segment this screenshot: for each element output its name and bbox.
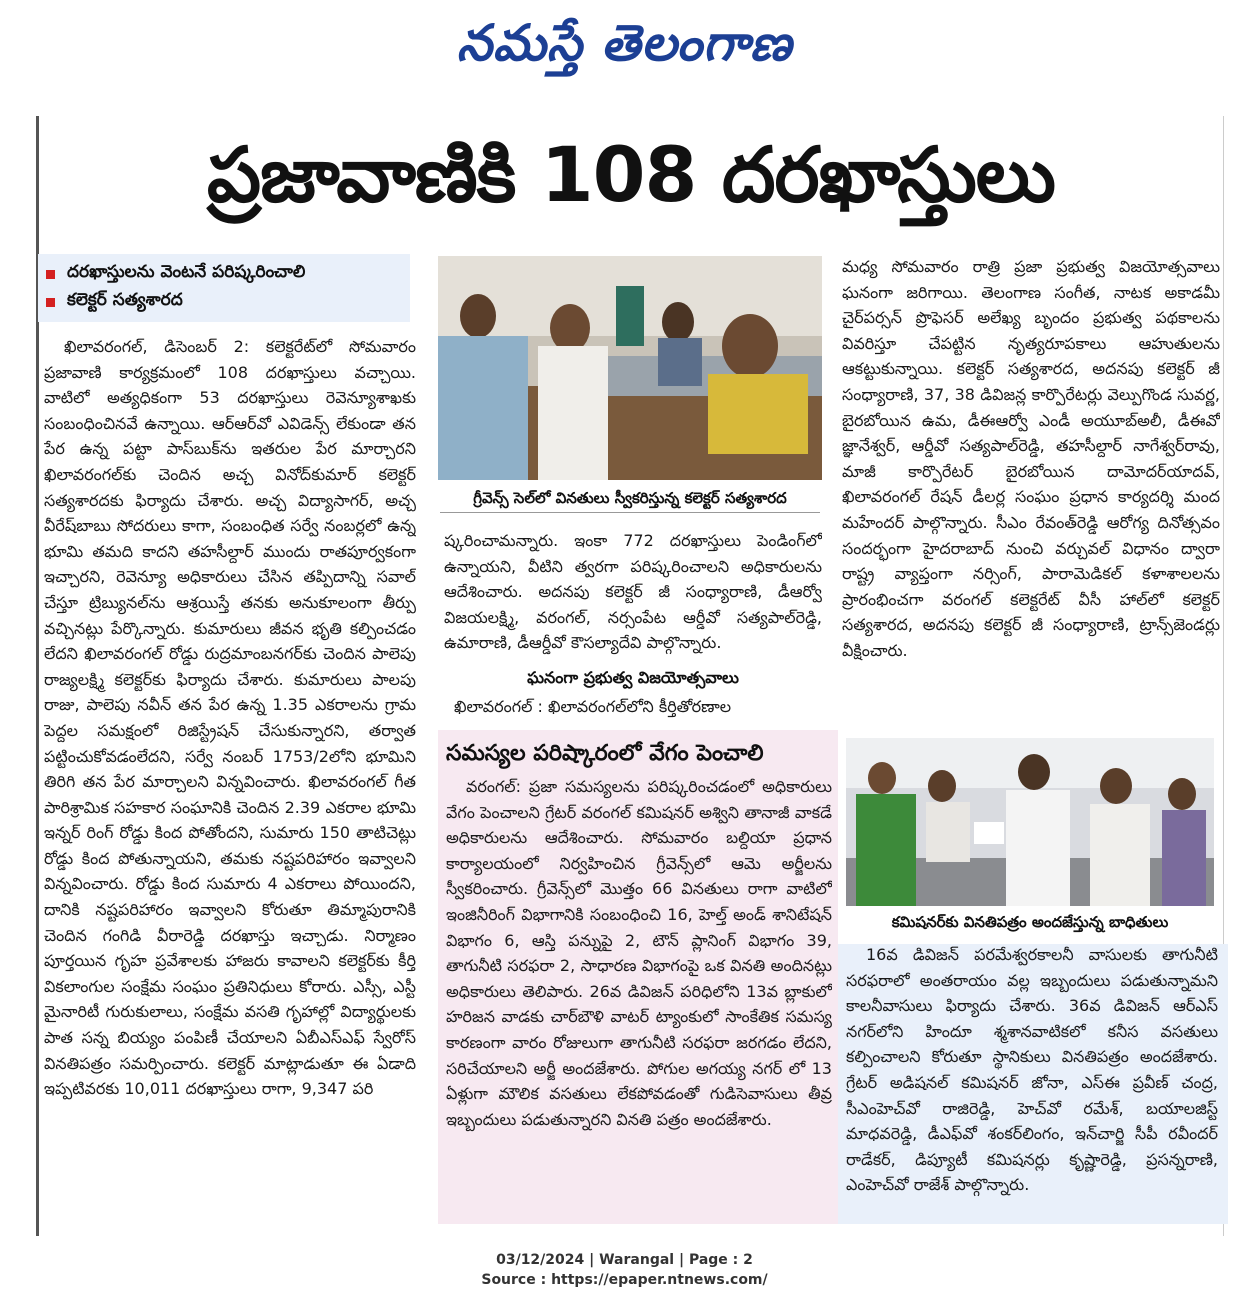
page-footer bbox=[0, 1250, 1249, 1290]
main-headline: ప్రజావాణికి 108 దరఖాస్తులు bbox=[207, 130, 1055, 219]
footer-date-edition: 03/12/2024 | Warangal | Page : 2 bbox=[496, 1252, 753, 1268]
bullet-text: కలెక్టర్ సత్యశారద bbox=[67, 290, 183, 310]
photo-grievance-image bbox=[438, 256, 822, 480]
footer-source-link[interactable]: Source : https://epaper.ntnews.com/ bbox=[481, 1272, 768, 1288]
article2-column-2 bbox=[846, 942, 1218, 1222]
article1-subheading-text: ఖిలావరంగల్ : ఖిలావరంగల్‌లోని కీర్తితోరణాల bbox=[454, 697, 732, 716]
article1-subheading: ఘనంగా ప్రభుత్వ విజయోత్సవాలు bbox=[527, 668, 739, 687]
photo-commissioner-petition bbox=[846, 738, 1214, 906]
article1-column-1 bbox=[44, 334, 416, 1230]
bullet-box bbox=[38, 254, 410, 322]
bullet-text: దరఖాస్తులను వెంటనే పరిష్కరించాలి bbox=[67, 262, 306, 282]
article1-body-end: మధ్య సోమవారం రాత్రి ప్రజా ప్రభుత్వ విజయోత్సవాలు ఘనంగా జరిగాయి. తెలంగాణ సంగీత, నాటక అకాడమీ చైర్‌పర్సన్ ప్రొఫెసర్ అలేఖ్య బృందం ప్రభుత్వ పథకాలను వివరిస్తూ చేపట్టిన నృత్యరూపకాలు ఆహుతులను ఆకట్టుకున్నాయి. కలెక్టర్ సత్యశారద, అదనపు కలెక్టర్ జీ సంధ్యారాణి, 37, 38 డివిజన్ల కార్పొరేటర్లు వెల్పుగొండ సువర్ణ, బైరబోయిన ఉమ, డీఈఆర్వో ఎండీ అయూబ్‌అలీ, డీఈవో జ్ఞానేశ్వర్, ఆర్డీవో సత్యపాల్‌రెడ్డి, తహసీల్దార్ నాగేశ్వర్‌రావు, మాజీ కార్పొరేటర్ బైరబోయిన దామోదర్‌యాదవ్, ఖిలావరంగల్ రేషన్ డీలర్ల సంఘం ప్రధాన కార్యదర్శి మంద మహేందర్ పాల్గొన్నారు. సీఎం రేవంత్‌రెడ్డి ఆరోగ్య దినోత్సవం సందర్భంగా హైదరాబాద్ నుంచి వర్చువల్ విధానం ద్వారా రాష్ట్ర వ్యాప్తంగా నర్సింగ్, పారామెడికల్ కళాశాలలను ప్రారంభించగా వరంగల్ కలెక్టరేట్ వీసీ హాల్‌లో కలెక్టర్ సత్యశారద, అదనపు కలెక్టర్ జీ సంధ్యారాణి, ట్రాన్స్‌జెండర్లు వీక్షించారు. bbox=[842, 257, 1220, 660]
photo-petition-caption: కమిషనర్‌కు వినతిపత్రం అందజేస్తున్న బాధితులు bbox=[891, 913, 1169, 931]
photo-grievance-cell bbox=[438, 256, 822, 480]
photo-petition-image bbox=[846, 738, 1214, 906]
photo-grievance-caption: గ్రీవెన్స్ సెల్‌లో వినతులు స్వీకరిస్తున్న కలెక్టర్ సత్యశారద bbox=[440, 484, 820, 513]
article2-column-1 bbox=[446, 774, 832, 1220]
article1-body: ఖిలావరంగల్, డిసెంబర్ 2: కలెక్టరేట్‌లో సోమవారం ప్రజావాణి కార్యక్రమంలో 108 దరఖాస్తులు వచ్చాయి. వాటిలో అత్యధికంగా 53 దరఖాస్తులు రెవెన్యూశాఖకు సంబంధించినవే ఉన్నాయి. ఆర్‌ఆర్‌వో ఎవిడెన్స్ లేకుండా తన పేర ఉన్న పట్టా పాస్‌బుక్‌ను ఇతరుల పేర మార్చారని ఖిలావరంగల్‌కు చెందిన అచ్చ వినోద్‌కుమార్ కలెక్టర్ సత్యశారదకు ఫిర్యాదు చేశారు. అచ్చ విద్యాసాగర్, అచ్చ వీరేష్‌బాబు సోదరులు కాగా, సంబంధిత సర్వే నంబర్లలో ఉన్న భూమి తమది కాదని తహసీల్దార్ ముందు రాతపూర్వకంగా ఇచ్చారని, రెవెన్యూ అధికారులు చేసిన తప్పిదాన్ని సవాల్ చేస్తూ ట్రిబ్యునల్‌ను ఆశ్రయిస్తే తనకు అనుకూలంగా తీర్పు వచ్చినట్లు పేర్కొన్నారు. కుమారులు జీవన భృతి కల్పించడం లేదని ఖిలావరంగల్ రోడ్డు రుద్రమాంబనగర్‌కు చెందిన పాలెపు రాజ్యలక్ష్మి కలెక్టర్‌కు ఫిర్యాదు చేశారు. కుమారులు పాలపు రాజు, పాలెపు నవీన్ తన పేర ఉన్న 1.35 ఎకరాలను గ్రామ పెద్దల సమక్షంలో రిజిస్ట్రేషన్ చేసుకున్నారని, తర్వాత పట్టించుకోవడంలేదని, సర్వే నంబర్ 1753/2లోని భూమిని తిరిగి తన పేర మార్చాలని విన్నవించారు. ఖిలావరంగల్ గీత పారిశ్రామిక సహకార సంఘానికి చెందిన 2.39 ఎకరాల భూమి ఇన్నర్ రింగ్ రోడ్డు కింద పోతోందని, సుమారు 150 తాటిచెట్లు రోడ్డు కింద పోతున్నాయని, తమకు నష్టపరిహారం ఇవ్వాలని విన్నవించారు. రోడ్డు కింద సుమారు 4 ఎకరాలు పోయిందని, దానికి నష్టపరిహారం ఇవ్వాలని కోరుతూ తిమ్మాపురానికి చెందిన గంగిడి వీరారెడ్డి దరఖాస్తు ఇచ్చాడు. నిర్మాణం పూర్తయిన గృహ ప్రవేశాలకు హాజరు కావాలని కలెక్టర్‌కు కీర్తి వికలాంగుల సంక్షేమ సంఘం ప్రతినిధులు కోరారు. ఎస్సీ, ఎస్టీ మైనారిటీ గురుకులాలు, సంక్షేమ వసతి గృహాల్లో విద్యార్థులకు పాత సన్న బియ్యం పంపిణీ చేయాలని ఏబీఎస్‌ఎఫ్ స్వేరోస్ వినతిపత్రం సమర్పించారు. కలెక్టర్ మాట్లాడుతూ ఈ ఏడాది ఇప్పటివరకు 10,011 దరఖాస్తులు రాగా, 9,347 పరి bbox=[44, 337, 416, 1099]
article1-column-3 bbox=[842, 254, 1220, 720]
article2-body-continued: 16వ డివిజన్ పరమేశ్వరకాలనీ వాసులకు తాగునీటి సరఫరాలో అంతరాయం వల్ల ఇబ్బందులు పడుతున్నామని కాలనీవాసులు ఫిర్యాదు చేశారు. 36వ డివిజన్ ఆర్‌ఎస్ నగర్‌లోని హిందూ శ్మశానవాటికలో కనీస వసతులు కల్పించాలని కోరుతూ స్థానికులు వినతిపత్రం అందజేశారు. గ్రేటర్ అడిషనల్ కమిషనర్ జోనా, ఎస్‌ఈ ప్రవీణ్ చంద్ర, సీఎంహెచ్‌వో రాజిరెడ్డి, హెచ్‌వో రమేశ్, బయాలజిస్ట్ మాధవరెడ్డి, డీఎఫ్‌వో శంకర్‌లింగం, ఇన్‌చార్జి సీపీ రవీందర్ రాడేకర్, డిప్యూటీ కమిషనర్లు కృష్ణారెడ్డి, ప్రసన్నరాణి, ఎంహెచ్‌వో రాజేశ్ పాల్గొన్నారు. bbox=[846, 945, 1218, 1195]
article1-column-2 bbox=[444, 528, 822, 662]
article1-subheading-body bbox=[444, 694, 822, 720]
bullet-item bbox=[46, 260, 402, 288]
article2-body: వరంగల్: ప్రజా సమస్యలను పరిష్కరించడంలో అధికారులు వేగం పెంచాలని గ్రేటర్ వరంగల్ కమిషనర్ అశ్విని తానాజీ వాకడే అధికారులను ఆదేశించారు. సోమవారం బల్దియా ప్రధాన కార్యాలయంలో నిర్వహించిన గ్రీవెన్స్‌లో ఆమె అర్జీలను స్వీకరించారు. గ్రీవెన్స్‌లో మొత్తం 66 వినతులు రాగా వాటిలో ఇంజినీరింగ్ విభాగానికి సంబంధించి 16, హెల్త్ అండ్ శానిటేషన్ విభాగం 6, ఆస్తి పన్నుపై 2, టౌన్ ప్లానింగ్ విభాగం 39, తాగునీటి సరఫరా 2, సాధారణ విభాగంపై ఒక వినతి అందినట్లు అధికారులు తెలిపారు. 26వ డివిజన్ పరిధిలోని 13వ బ్లాకులో హరిజన వాడకు చార్‌బౌళి వాటర్ ట్యాంకులో సాంకేతిక సమస్య కారణంగా వారం రోజులుగా తాగునీటి సరఫరా జరగడం లేదని, సరిచేయాలని అర్జీ అందజేశారు. పోగుల అగయ్య నగర్ లో 13 ఏళ్లుగా మౌలిక వసతులు లేకపోవడంతో గుడిసెవాసులు తీవ్ర ఇబ్బందులు పడుతున్నారని వినతి పత్రం అందజేశారు. bbox=[446, 777, 832, 1129]
bullet-square-icon bbox=[46, 298, 55, 307]
bullet-item bbox=[46, 288, 402, 316]
bullet-square-icon bbox=[46, 270, 55, 279]
article2-headline: సమస్యల పరిష్కారంలో వేగం పెంచాలి bbox=[446, 741, 764, 766]
masthead-logo: నమస్తే తెలంగాణ bbox=[456, 14, 793, 72]
article1-body-continued: ష్కరించామన్నారు. ఇంకా 772 దరఖాస్తులు పెండింగ్‌లో ఉన్నాయని, వీటిని త్వరగా పరిష్కరించాలని అధికారులను ఆదేశించారు. అదనపు కలెక్టర్ జీ సంధ్యారాణి, డీఆర్వో విజయలక్ష్మి, వరంగల్, నర్సంపేట ఆర్డీవో సత్యపాల్‌రెడ్డి, ఉమారాణి, డీఆర్డీవో కౌసల్యాదేవి పాల్గొన్నారు. bbox=[444, 531, 822, 653]
